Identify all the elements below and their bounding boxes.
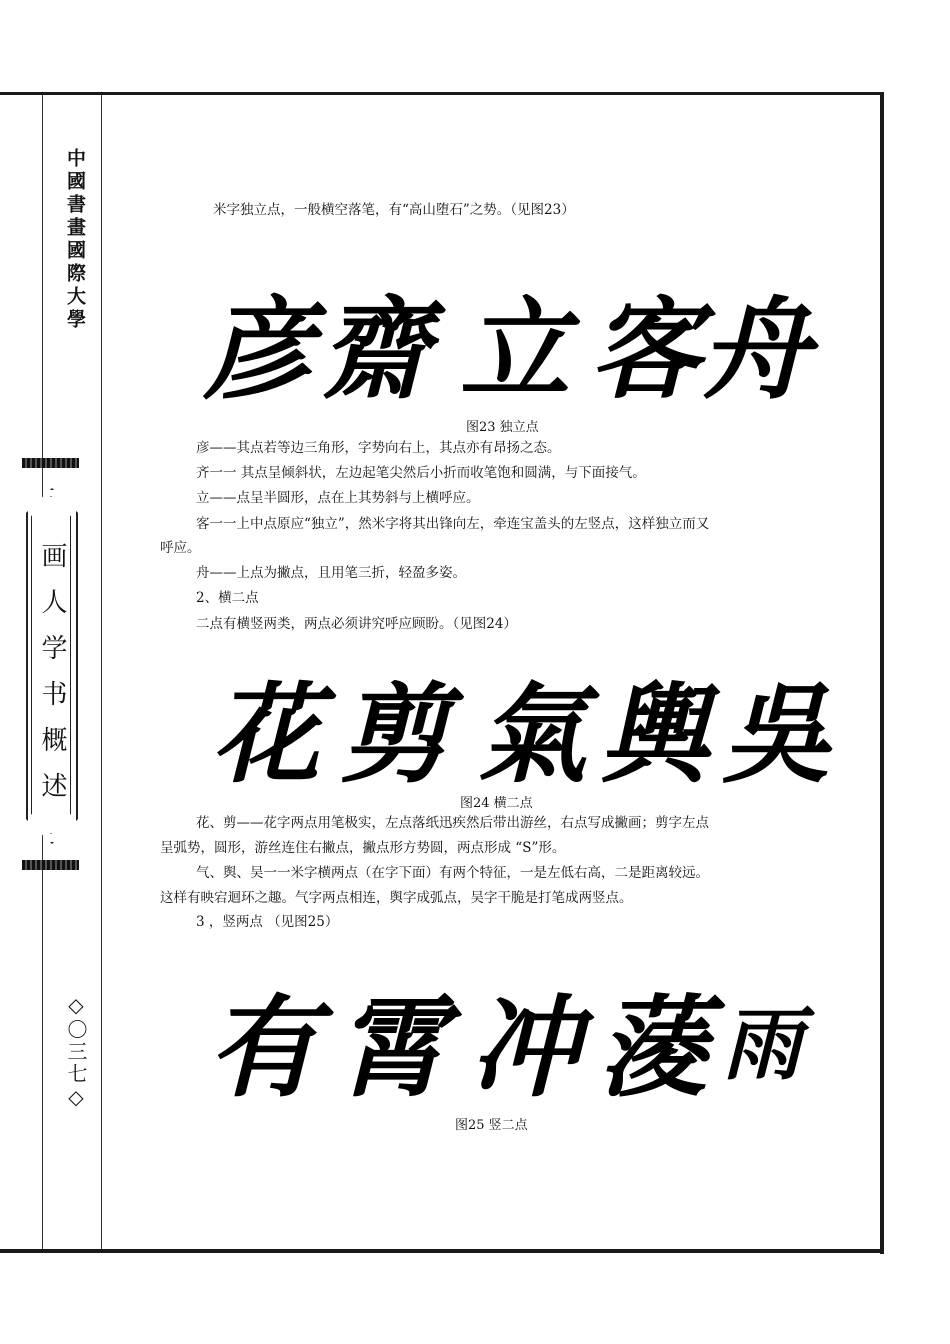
section-heading: 3 ，竖两点 （见图25） (196, 914, 339, 930)
tab-bar-top (22, 458, 79, 468)
callig-char: 立 (460, 285, 570, 414)
section-heading: 2、横二点 (196, 590, 259, 606)
callig-char: 蔆 (598, 983, 708, 1112)
page-number: ◇〇三七◇ (64, 993, 88, 1111)
callig-char: 客 (590, 285, 700, 414)
paragraph: 花、剪——花字两点用笔极实，左点落纸迅疾然后带出游丝，右点写成撇画；剪字左点 (196, 815, 709, 831)
tab-bar-bottom (22, 860, 79, 870)
paragraph: 立——点呈半圆形，点在上其势斜与上横呼应。 (196, 490, 480, 506)
callig-char: 冲 (470, 983, 580, 1112)
figure-caption: 图24 横二点 (460, 796, 533, 811)
paragraph: 彦——其点若等边三角形，字势向右上，其点亦有昂扬之态。 (196, 440, 561, 456)
callig-char: 吳 (722, 672, 831, 798)
paragraph: 客一一上中点原应“独立”，然米字将其出锋向左，牵连宝盖头的左竖点，这样独立而又 (196, 516, 710, 532)
callig-char: 齋 (320, 285, 430, 414)
paragraph: 这样有映宕迴环之趣。气字两点相连，舆字成弧点，吴字干脆是打笔成两竖点。 (160, 890, 633, 906)
paragraph: 齐一一 其点呈倾斜状，左边起笔尖然后小折而收笔饱和圆满，与下面接气。 (196, 465, 646, 481)
page-frame-top (0, 92, 884, 95)
paragraph: 呼应。 (160, 540, 201, 556)
paragraph: 呈弧势，圆形，游丝连住右撇点，撇点形方势圆，两点形成 “S”形。 (160, 840, 566, 856)
callig-char: 有 (208, 983, 318, 1112)
sidebar-rule-right (101, 95, 102, 1249)
figure-caption: 图25 竖二点 (455, 1118, 528, 1133)
callig-char: 舟 (700, 285, 810, 414)
callig-char: 霄 (336, 983, 446, 1112)
callig-char: 花 (212, 672, 321, 798)
callig-char: 氣 (478, 672, 587, 798)
section-title: 画人学书概述 (37, 542, 67, 818)
callig-char: 雨 (722, 997, 802, 1091)
figure-caption: 图23 独立点 (466, 420, 539, 435)
series-title: 中國書畫國際大學 (64, 148, 86, 332)
paragraph: 舟——上点为撇点，且用笔三折，轻盈多姿。 (196, 565, 466, 581)
page-frame-bottom (0, 1249, 884, 1253)
callig-char: 輿 (600, 672, 709, 798)
paragraph: 二点有横竖两类，两点必须讲究呼应顾盼。（见图24） (196, 616, 517, 632)
paragraph: 气、舆、吴一一米字横两点（在字下面）有两个特征，一是左低右高，二是距离较远。 (196, 865, 709, 881)
intro-paragraph: 米字独立点，一般横空落笔，有“高山堕石”之势。（见图23） (213, 202, 575, 218)
callig-char: 彦 (203, 285, 313, 414)
callig-char: 剪 (340, 672, 449, 798)
page-frame-right (880, 92, 884, 1254)
